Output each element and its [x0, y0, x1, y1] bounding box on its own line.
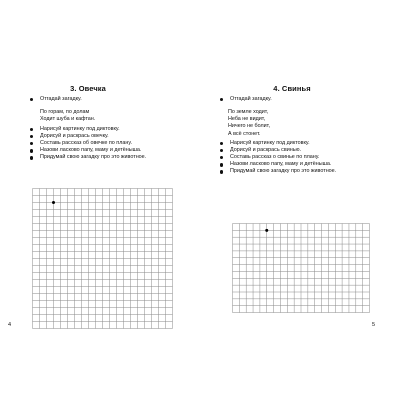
- riddle-line: Неба не видит,: [228, 116, 266, 123]
- riddle-line: По горам, по долам: [40, 109, 90, 115]
- riddle-prompt-list: [30, 96, 82, 103]
- list-item: Назови ласково папу, маму и детёныша.: [30, 147, 146, 154]
- list-item: Назови ласково папу, маму и детёныша.: [220, 161, 336, 168]
- bullet-icon: [30, 135, 33, 138]
- page-title: 3. Овечка: [70, 84, 106, 93]
- bullet-icon: [220, 170, 223, 173]
- bullet-icon: [30, 128, 33, 131]
- bullet-icon: [220, 98, 223, 101]
- riddle-text: [228, 109, 270, 138]
- start-dot: [265, 229, 268, 232]
- list-item: Составь рассказ об овечке по плану.: [30, 140, 146, 147]
- list-item: Придумай свою загадку про это животное.: [30, 154, 146, 161]
- grid-canvas: [32, 188, 174, 330]
- bullet-icon: [220, 156, 223, 159]
- riddle-text: [40, 109, 95, 123]
- grid-canvas: [232, 223, 370, 316]
- bullet-icon: [220, 163, 223, 166]
- task-list: [220, 140, 336, 175]
- bullet-icon: [30, 98, 33, 101]
- page-number: 4: [8, 322, 12, 328]
- riddle-prompt-list: [220, 96, 272, 103]
- list-item: Нарисуй картинку под диктовку.: [220, 140, 336, 147]
- bullet-icon: [220, 149, 223, 152]
- drawing-grid: [32, 188, 174, 330]
- bullet-icon: [30, 142, 33, 145]
- start-dot: [52, 201, 55, 204]
- riddle-line: Ходит шуба и кафтан.: [40, 116, 96, 123]
- riddle-line: А всё стонет.: [228, 130, 261, 137]
- page-title: 4. Свинья: [273, 84, 311, 93]
- list-item: Придумай свою загадку про это животное.: [220, 168, 336, 175]
- list-item: Дорисуй и раскрась овечку.: [30, 133, 146, 140]
- bullet-icon: [30, 149, 33, 152]
- bullet-icon: [220, 142, 223, 145]
- list-item: Отгадай загадку.: [30, 96, 82, 103]
- right-page: [200, 0, 400, 400]
- bullet-icon: [30, 156, 33, 159]
- drawing-grid: [232, 223, 370, 316]
- list-item: Составь рассказ о свинье по плану.: [220, 154, 336, 161]
- list-item: Дорисуй и раскрась свинью.: [220, 147, 336, 154]
- riddle-line: Ничего не болит,: [228, 123, 271, 130]
- list-item: Отгадай загадку.: [220, 96, 272, 103]
- riddle-line: По земле ходит,: [228, 109, 269, 115]
- list-item: Нарисуй картинку под диктовку.: [30, 126, 146, 133]
- task-list: [30, 126, 146, 161]
- page-number: 5: [372, 322, 376, 328]
